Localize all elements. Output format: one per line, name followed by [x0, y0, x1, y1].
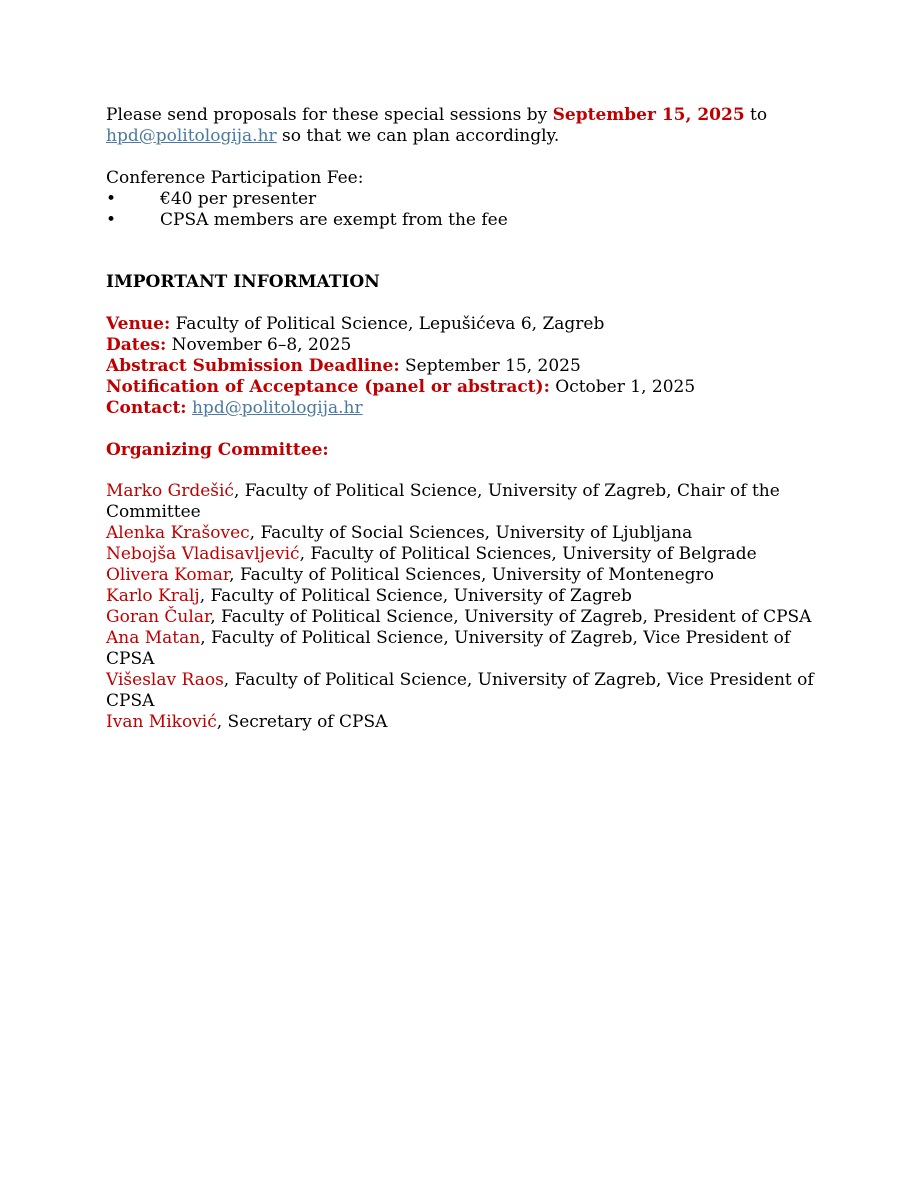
member-name: Višeslav Raos [106, 670, 224, 690]
member-name: Goran Čular [106, 607, 211, 627]
contact-line [106, 398, 820, 419]
member-affiliation: , Faculty of Political Sciences, University of Belgrade [299, 544, 757, 564]
committee-member [106, 544, 820, 565]
venue-label: Venue: [106, 314, 171, 334]
intro-email-link[interactable]: hpd@politologija.hr [106, 126, 277, 146]
member-name: Nebojša Vladisavljević [106, 544, 300, 564]
committee-member [106, 712, 820, 733]
dates-value: November 6–8, 2025 [166, 335, 352, 355]
contact-email-link[interactable]: hpd@politologija.hr [191, 398, 363, 418]
dates-line [106, 335, 820, 356]
fee-item-text: €40 per presenter [160, 189, 317, 209]
intro-text-end: so that we can plan accordingly. [276, 126, 560, 146]
committee-member [106, 481, 820, 523]
fee-item [106, 210, 820, 231]
member-name: Alenka Krašovec [106, 523, 250, 543]
dates-label: Dates: [106, 335, 167, 355]
fee-item [106, 189, 820, 210]
important-heading: IMPORTANT INFORMATION [106, 272, 380, 292]
contact-label: Contact: [106, 398, 187, 418]
important-info [106, 314, 820, 419]
committee-member [106, 628, 820, 670]
notification-value: October 1, 2025 [549, 377, 696, 397]
member-affiliation: , Faculty of Political Science, University of Zagreb, Vice President of CPSA [106, 670, 814, 711]
notification-line [106, 377, 820, 398]
venue-line [106, 314, 820, 335]
abstract-value: September 15, 2025 [399, 356, 581, 376]
committee-member [106, 670, 820, 712]
notification-label: Notification of Acceptance (panel or abstract): [106, 377, 550, 397]
member-affiliation: , Faculty of Political Science, University of Zagreb, Chair of the Committee [106, 481, 780, 522]
bullet-icon: • [106, 210, 117, 230]
member-name: Ivan Miković [106, 712, 217, 732]
abstract-label: Abstract Submission Deadline: [106, 356, 400, 376]
venue-value: Faculty of Political Science, Lepušićeva 6, Zagreb [170, 314, 605, 334]
bullet-icon: • [106, 189, 117, 209]
intro-deadline: September 15, 2025 [552, 105, 745, 125]
member-affiliation: , Secretary of CPSA [216, 712, 388, 732]
committee-list [106, 481, 820, 733]
committee-member [106, 607, 820, 628]
fee-section [106, 168, 820, 231]
intro-text-before: Please send proposals for these special sessions by [106, 105, 553, 125]
member-affiliation: , Faculty of Social Sciences, University of Ljubljana [249, 523, 693, 543]
member-name: Olivera Komar [106, 565, 230, 585]
member-name: Marko Grdešić [106, 481, 234, 501]
committee-heading: Organizing Committee: [106, 440, 329, 460]
member-affiliation: , Faculty of Political Science, University of Zagreb, President of CPSA [210, 607, 812, 627]
member-affiliation: , Faculty of Political Sciences, University of Montenegro [229, 565, 714, 585]
member-name: Karlo Kralj [106, 586, 200, 606]
abstract-line [106, 356, 820, 377]
committee-member [106, 523, 820, 544]
committee-member [106, 586, 820, 607]
committee-member [106, 565, 820, 586]
fee-title: Conference Participation Fee: [106, 168, 364, 188]
member-affiliation: , Faculty of Political Science, University of Zagreb, Vice President of CPSA [106, 628, 791, 669]
member-name: Ana Matan [106, 628, 201, 648]
intro-paragraph [106, 105, 820, 147]
fee-item-text: CPSA members are exempt from the fee [160, 210, 508, 230]
member-affiliation: , Faculty of Political Science, University of Zagreb [199, 586, 632, 606]
intro-text-after: to [744, 105, 768, 125]
